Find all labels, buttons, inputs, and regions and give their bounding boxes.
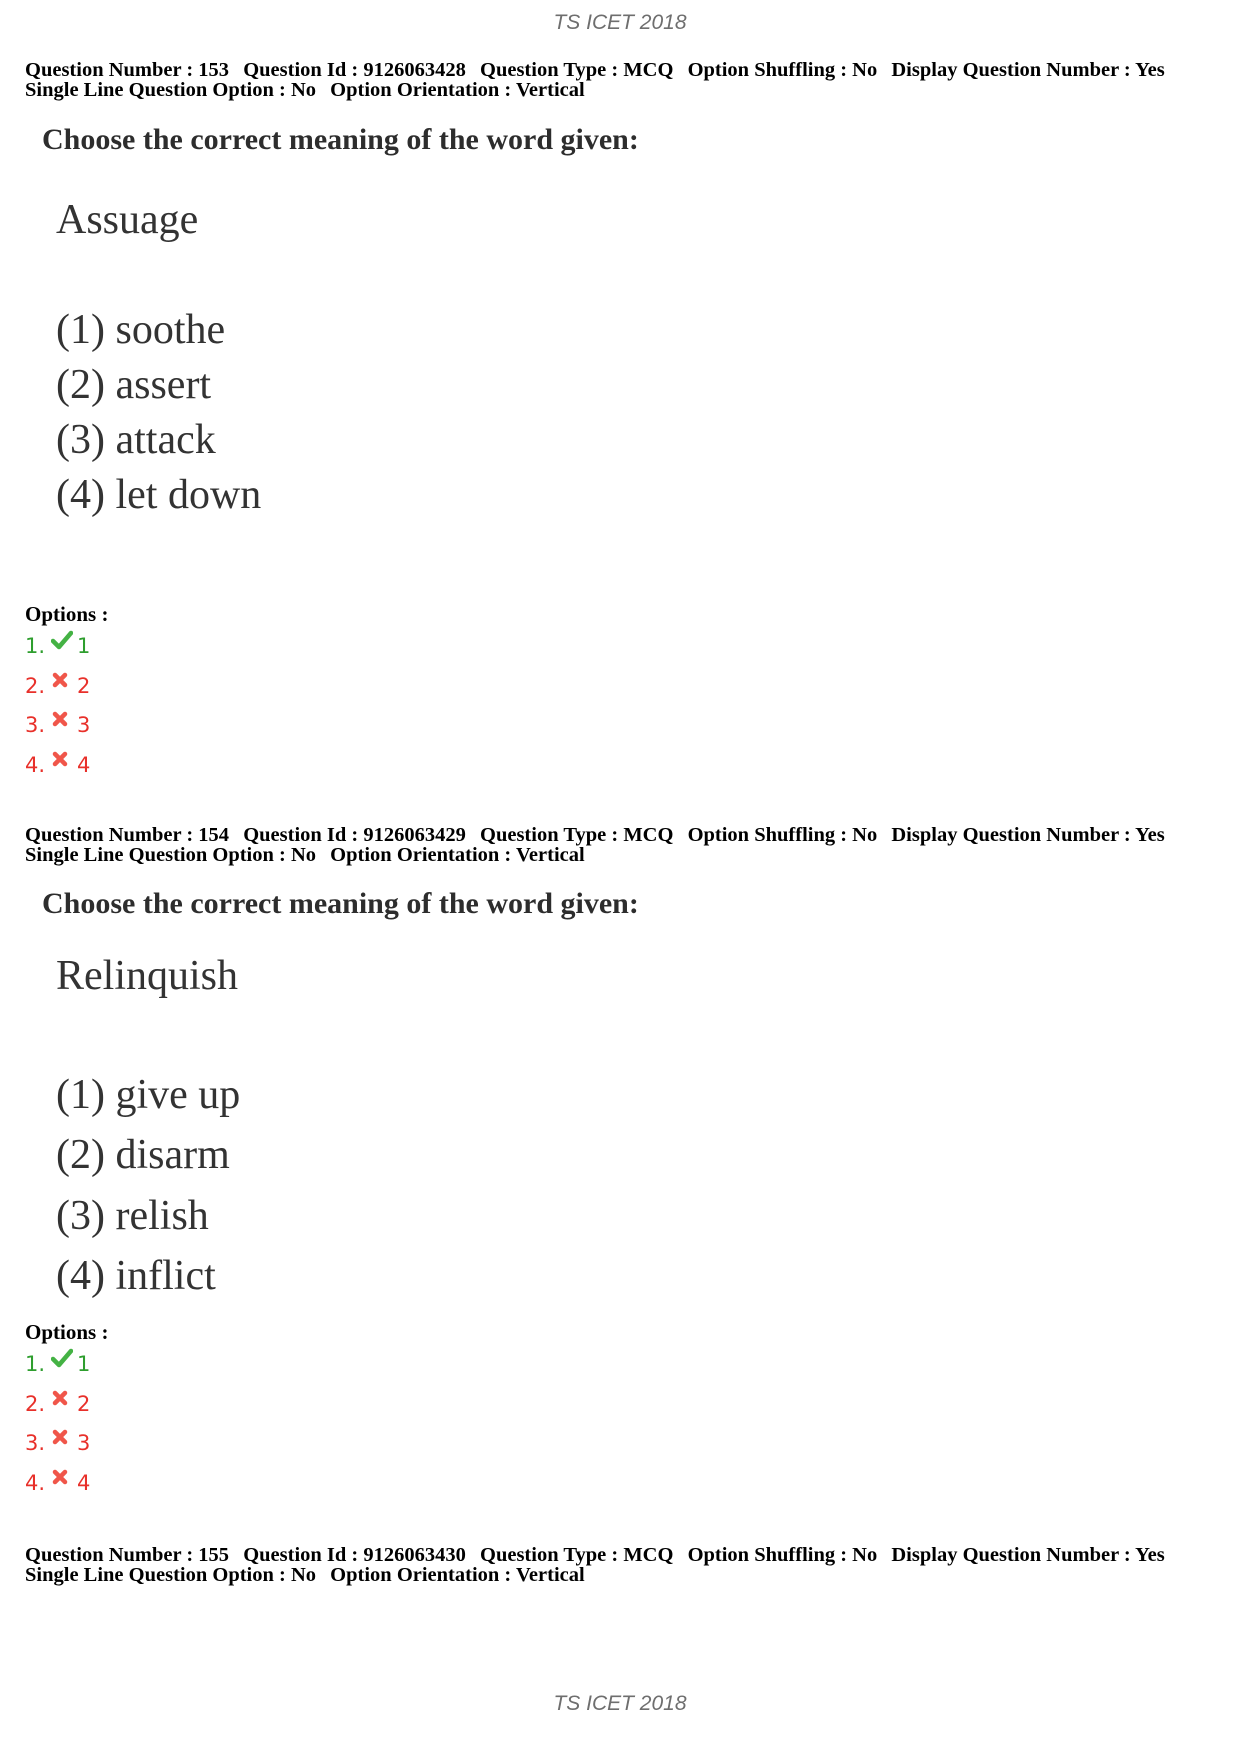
option-number: 3.	[25, 1431, 46, 1455]
meta-question-type: Question Type : MCQ	[480, 824, 674, 846]
meta-line-1	[25, 1545, 1225, 1565]
meta-option-shuffling: Option Shuffling : No	[687, 1544, 878, 1566]
question-instruction: Choose the correct meaning of the word given:	[42, 887, 639, 920]
choice-item: (3) attack	[56, 417, 216, 463]
cross-icon	[51, 670, 77, 694]
meta-option-orientation: Option Orientation : Vertical	[330, 844, 585, 866]
cross-icon	[51, 1427, 77, 1451]
option-value: 3	[77, 713, 91, 737]
option-value: 2	[77, 674, 91, 698]
option-row	[25, 634, 90, 664]
choice-item: (4) inflict	[56, 1253, 216, 1299]
meta-option-shuffling: Option Shuffling : No	[687, 59, 878, 81]
meta-single-line-option: Single Line Question Option : No	[25, 844, 317, 866]
meta-single-line-option: Single Line Question Option : No	[25, 1564, 317, 1586]
check-icon	[51, 630, 77, 655]
meta-display-question-number: Display Question Number : Yes	[891, 824, 1165, 846]
choice-item: (2) disarm	[56, 1132, 230, 1178]
options-label: Options :	[25, 602, 109, 626]
option-row	[25, 1431, 90, 1461]
option-number: 1.	[25, 634, 46, 658]
check-icon	[51, 1348, 77, 1373]
option-value: 3	[77, 1431, 91, 1455]
choice-item: (1) give up	[56, 1072, 241, 1118]
options-label: Options :	[25, 1320, 109, 1344]
option-value: 1	[77, 634, 91, 658]
cross-icon	[51, 1388, 77, 1412]
meta-display-question-number: Display Question Number : Yes	[891, 1544, 1165, 1566]
question-meta	[25, 825, 1225, 865]
meta-option-orientation: Option Orientation : Vertical	[330, 79, 585, 101]
meta-line-2	[25, 845, 1225, 865]
meta-line-1	[25, 60, 1225, 80]
option-row	[25, 674, 90, 704]
option-number: 4.	[25, 753, 46, 777]
choice-item: (4) let down	[56, 472, 262, 518]
meta-line-1	[25, 825, 1225, 845]
meta-question-type: Question Type : MCQ	[480, 1544, 674, 1566]
meta-question-number: Question Number : 154	[25, 824, 230, 846]
meta-question-number: Question Number : 153	[25, 59, 230, 81]
meta-single-line-option: Single Line Question Option : No	[25, 79, 317, 101]
choice-item: (3) relish	[56, 1193, 209, 1239]
option-number: 1.	[25, 1352, 46, 1376]
option-value: 4	[77, 753, 91, 777]
meta-question-id: Question Id : 9126063429	[243, 824, 466, 846]
meta-question-number: Question Number : 155	[25, 1544, 230, 1566]
cross-icon	[51, 709, 77, 733]
option-row	[25, 1471, 90, 1501]
question-meta	[25, 60, 1225, 100]
option-row	[25, 1352, 90, 1382]
meta-line-2	[25, 80, 1225, 100]
option-value: 2	[77, 1392, 91, 1416]
option-value: 1	[77, 1352, 91, 1376]
choice-item: (2) assert	[56, 362, 212, 408]
question-word: Relinquish	[56, 953, 239, 999]
choice-item: (1) soothe	[56, 307, 226, 353]
option-number: 4.	[25, 1471, 46, 1495]
meta-option-orientation: Option Orientation : Vertical	[330, 1564, 585, 1586]
option-row	[25, 1392, 90, 1422]
question-word: Assuage	[56, 197, 199, 243]
option-row	[25, 713, 90, 743]
meta-question-id: Question Id : 9126063430	[243, 1544, 466, 1566]
meta-line-2	[25, 1565, 1225, 1585]
meta-question-id: Question Id : 9126063428	[243, 59, 466, 81]
cross-icon	[51, 1467, 77, 1491]
option-number: 3.	[25, 713, 46, 737]
option-value: 4	[77, 1471, 91, 1495]
meta-option-shuffling: Option Shuffling : No	[687, 824, 878, 846]
option-number: 2.	[25, 674, 46, 698]
running-footer: TS ICET 2018	[553, 1692, 687, 1715]
question-instruction: Choose the correct meaning of the word given:	[42, 123, 639, 156]
meta-question-type: Question Type : MCQ	[480, 59, 674, 81]
meta-display-question-number: Display Question Number : Yes	[891, 59, 1165, 81]
option-number: 2.	[25, 1392, 46, 1416]
cross-icon	[51, 749, 77, 773]
running-header: TS ICET 2018	[553, 11, 687, 34]
option-row	[25, 753, 90, 783]
question-meta	[25, 1545, 1225, 1585]
